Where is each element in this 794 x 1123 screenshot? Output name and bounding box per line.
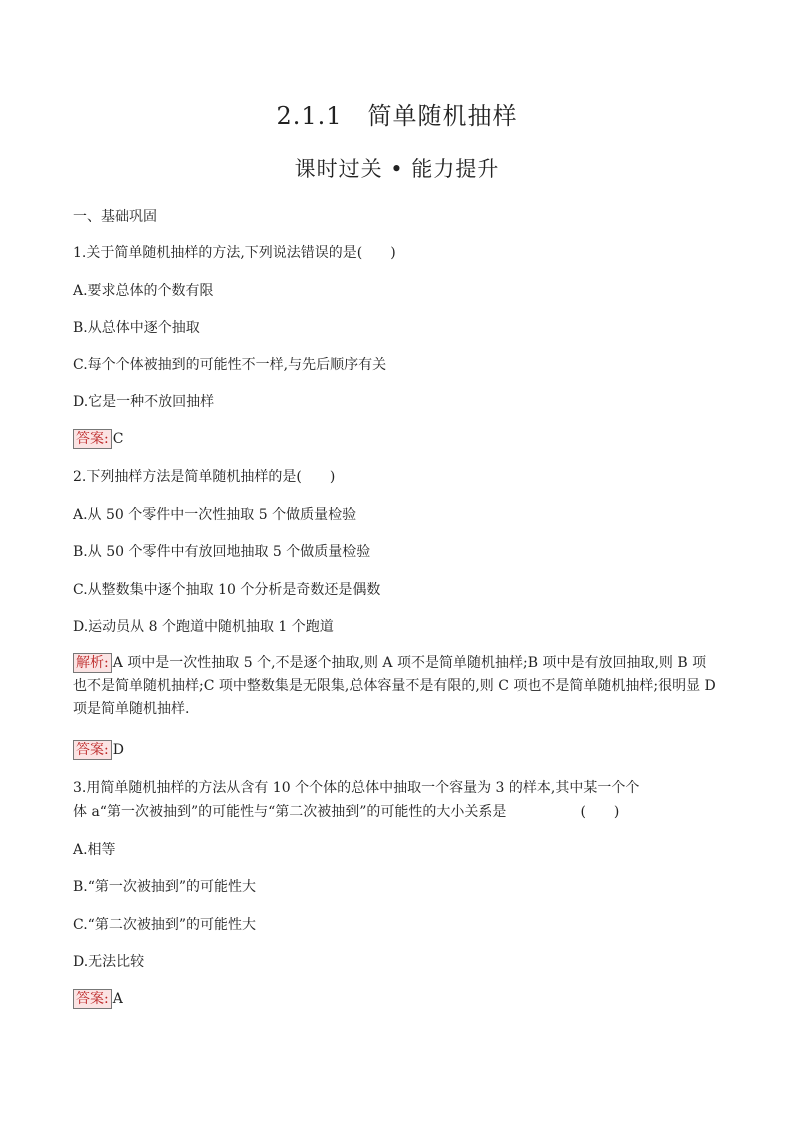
q3-answer: A — [112, 991, 123, 1007]
q3-answer-row — [73, 989, 733, 1009]
q1-option-d: D.它是一种不放回抽样 — [73, 394, 215, 410]
q2-stem: 2.下列抽样方法是简单随机抽样的是( ) — [73, 469, 336, 485]
q2-option-d: D.运动员从 8 个跑道中随机抽取 1 个跑道 — [73, 619, 334, 635]
q1-option-b: B.从总体中逐个抽取 — [73, 320, 200, 336]
q1-option-c: C.每个个体被抽到的可能性不一样,与先后顺序有关 — [73, 357, 387, 373]
q2-option-c: C.从整数集中逐个抽取 10 个分析是奇数还是偶数 — [73, 582, 381, 598]
answer-tag: 答案: — [73, 989, 112, 1009]
q3-option-c: C.“第二次被抽到”的可能性大 — [73, 917, 256, 933]
q1-stem: 1.关于简单随机抽样的方法,下列说法错误的是( ) — [73, 245, 396, 261]
q2-answer-row — [73, 740, 733, 760]
q2-option-a: A.从 50 个零件中一次性抽取 5 个做质量检验 — [73, 507, 357, 523]
q3-option-d: D.无法比较 — [73, 954, 145, 970]
page-subtitle: 课时过关 • 能力提升 — [294, 157, 500, 181]
q1-answer-row — [73, 429, 733, 449]
analysis-tag: 解析: — [73, 653, 112, 673]
q2-analysis-text: A 项中是一次性抽取 5 个,不是逐个抽取,则 A 项不是简单随机抽样;B 项中是有放回抽取,则 B 项也不是简单随机抽样;C 项中整数集是无限集,总体容量不是有限的,则 C 项也不是简单随机抽样;很明显 D 项是简单随机抽样. — [73, 655, 716, 717]
q3-stem-text: 体 a“第一次被抽到”的可能性与“第二次被抽到”的可能性的大小关系是 — [73, 804, 507, 820]
answer-tag: 答案: — [73, 740, 112, 760]
q1-answer: C — [112, 431, 124, 447]
q1-option-a: A.要求总体的个数有限 — [73, 283, 214, 299]
answer-tag: 答案: — [73, 429, 112, 449]
q2-analysis — [73, 652, 718, 721]
q3-stem-paren: ( ) — [580, 804, 620, 820]
page-title: 2.1.1 简单随机抽样 — [276, 102, 518, 130]
q2-option-b: B.从 50 个零件中有放回地抽取 5 个做质量检验 — [73, 544, 371, 560]
q3-stem-line2 — [73, 802, 733, 822]
q3-stem-line1: 3.用简单随机抽样的方法从含有 10 个个体的总体中抽取一个容量为 3 的样本,其中某一个个 — [73, 780, 640, 796]
section-heading: 一、基础巩固 — [73, 209, 157, 225]
q2-answer: D — [112, 742, 124, 758]
q3-option-b: B.“第一次被抽到”的可能性大 — [73, 879, 257, 895]
q3-option-a: A.相等 — [73, 842, 116, 858]
